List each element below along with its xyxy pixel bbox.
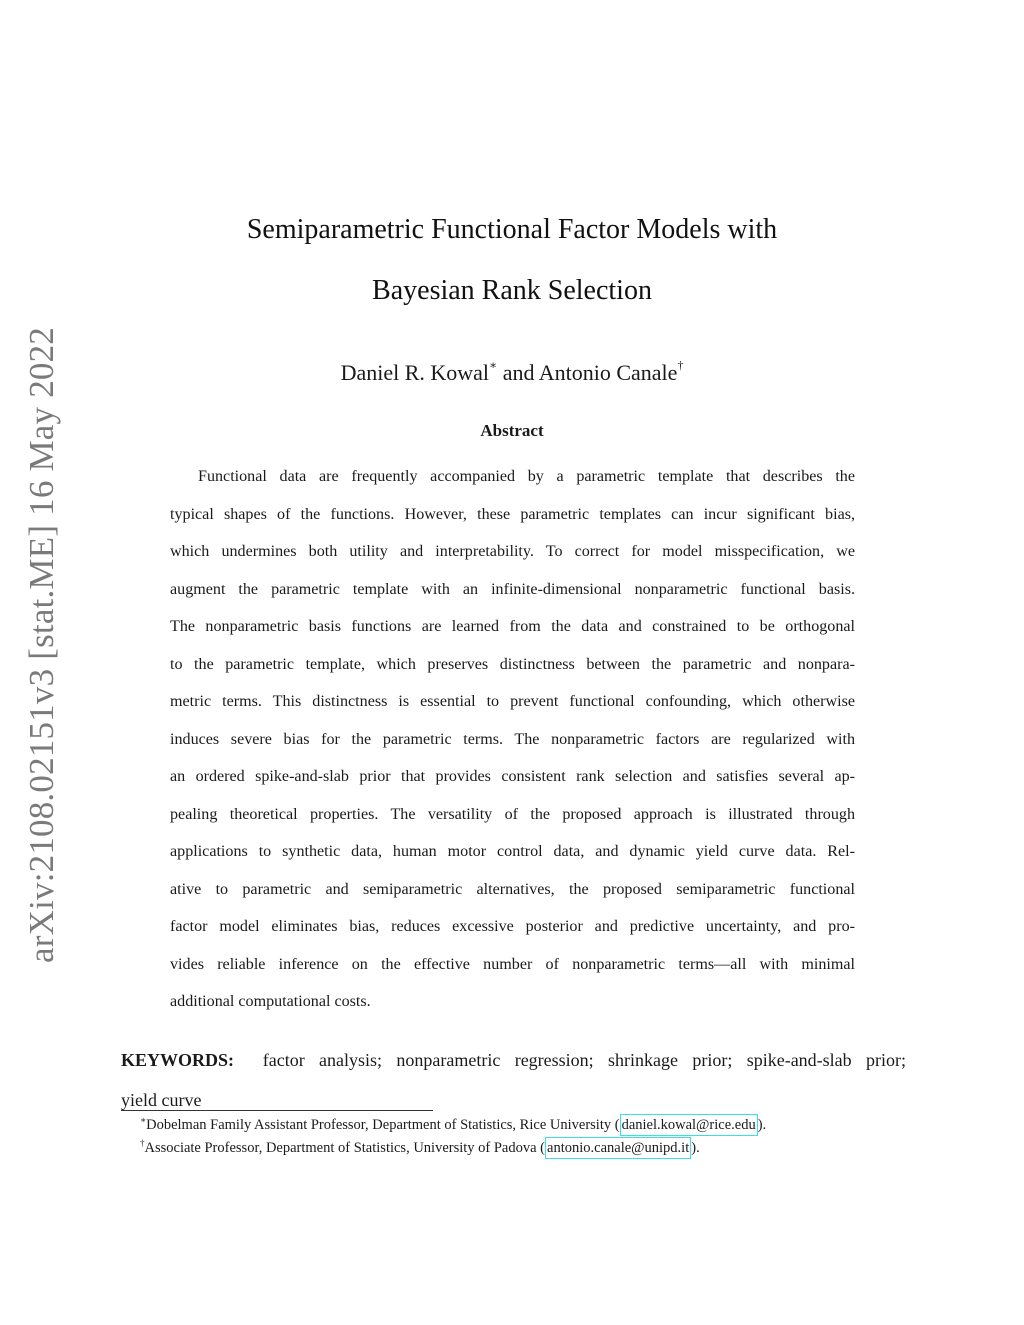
- keywords-line-1: [121, 1040, 906, 1080]
- abstract-line: The nonparametric basis functions are learned from the data and constrained to be orthogonal: [170, 618, 855, 635]
- abstract-line: applications to synthetic data, human motor control data, and dynamic yield curve data. Rel-: [170, 843, 855, 860]
- footnote-kowal: [140, 1114, 766, 1137]
- keywords-label: KEYWORDS:: [121, 1050, 235, 1070]
- footnote-text: Associate Professor, Department of Statistics, University of Padova (: [144, 1140, 546, 1156]
- abstract-line: which undermines both utility and interpretability. To correct for model misspecification, we: [170, 543, 855, 560]
- abstract-line: Functional data are frequently accompanied by a parametric template that describes the: [198, 468, 855, 485]
- abstract-line: typical shapes of the functions. However, these parametric templates can incur significant bias,: [170, 505, 855, 523]
- footnote-mark-star[interactable]: ∗: [489, 357, 498, 372]
- abstract-line: metric terms. This distinctness is essential to prevent functional confounding, which otherwise: [170, 693, 855, 710]
- abstract-line: induces severe bias for the parametric terms. The nonparametric factors are regularized with: [170, 730, 855, 748]
- keywords-line-2: yield curve: [121, 1090, 202, 1110]
- abstract-body: [170, 458, 855, 1021]
- abstract-line: augment the parametric template with an infinite-dimensional nonparametric functional basis.: [170, 580, 855, 598]
- abstract-heading: Abstract: [480, 421, 544, 440]
- footnotes: [140, 1114, 766, 1160]
- abstract-line: vides reliable inference on the effective number of nonparametric terms—all with minimal: [170, 955, 855, 973]
- paper-title-line-2: Bayesian Rank Selection: [372, 275, 652, 306]
- abstract-line: pealing theoretical properties. The versatility of the proposed approach is illustrated through: [170, 805, 855, 823]
- footnote-mark: ∗: [140, 1115, 147, 1126]
- footnote-divider: [121, 1110, 433, 1111]
- arxiv-identifier-stamp: arXiv:2108.02151v3 [stat.ME] 16 May 2022: [22, 327, 61, 963]
- footnote-close: ).: [691, 1140, 700, 1156]
- footnote-text: Dobelman Family Assistant Professor, Department of Statistics, Rice University (: [146, 1117, 620, 1133]
- abstract-line: to the parametric template, which preserves distinctness between the parametric and nonpara-: [170, 655, 855, 673]
- abstract-line: ative to parametric and semiparametric alternatives, the proposed semiparametric functional: [170, 880, 855, 898]
- email-link-canale[interactable]: antonio.canale@unipd.it: [545, 1137, 691, 1159]
- author-list: [0, 357, 1024, 386]
- author-canale: and Antonio Canale: [497, 360, 678, 385]
- footnote-mark-dagger[interactable]: †: [677, 357, 684, 372]
- paper-title-line-1: Semiparametric Functional Factor Models with: [246, 214, 778, 245]
- footnote-mark: †: [140, 1138, 145, 1149]
- keywords-text: factor analysis; nonparametric regression; shrinkage prior; spike-and-slab prior;: [262, 1050, 907, 1070]
- footnote-canale: [140, 1137, 766, 1160]
- email-link-kowal[interactable]: daniel.kowal@rice.edu: [620, 1114, 758, 1136]
- abstract-line: additional computational costs.: [170, 993, 371, 1010]
- abstract-line: factor model eliminates bias, reduces excessive posterior and predictive uncertainty, and pro-: [170, 918, 855, 935]
- footnote-close: ).: [757, 1117, 767, 1133]
- abstract-line: an ordered spike-and-slab prior that provides consistent rank selection and satisfies several ap-: [170, 768, 855, 785]
- author-kowal: Daniel R. Kowal: [340, 360, 490, 385]
- keywords-section: [121, 1040, 906, 1120]
